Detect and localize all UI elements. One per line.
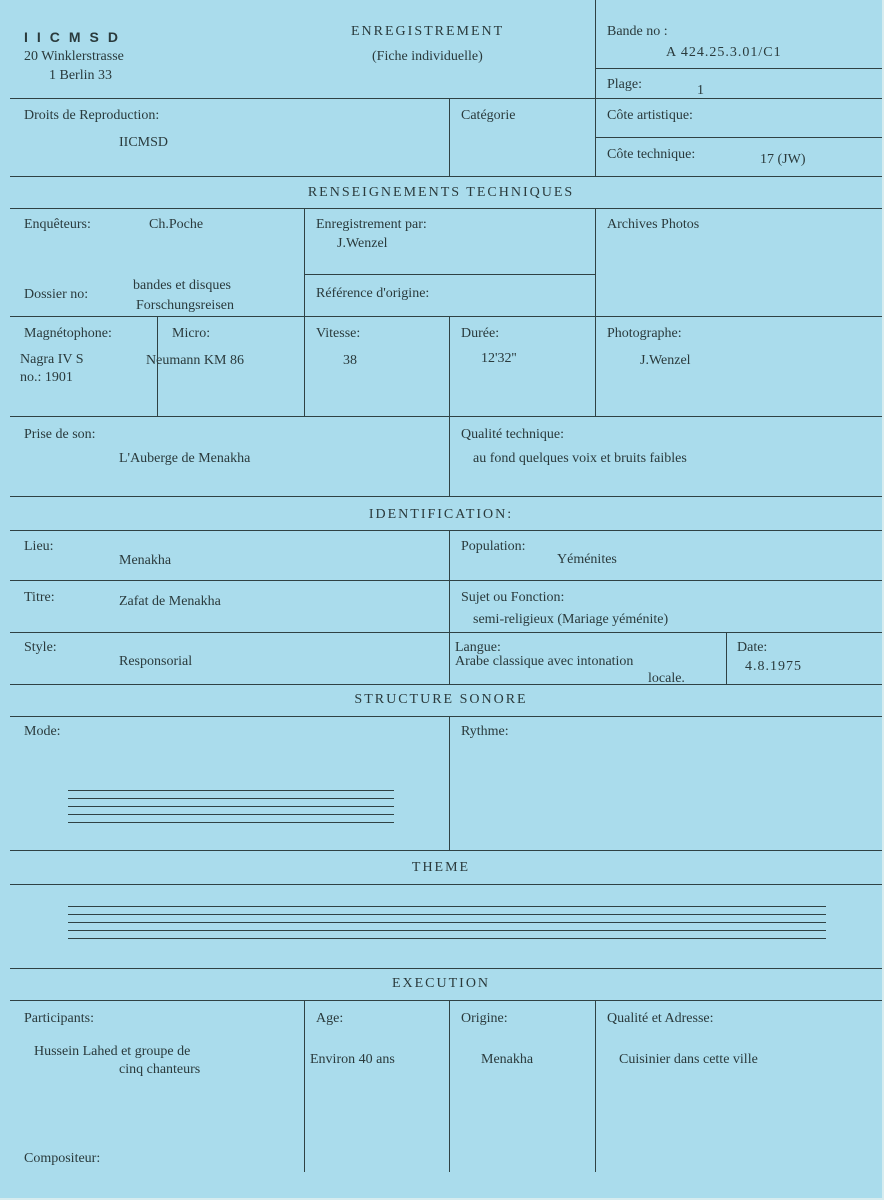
lieu-value: Menakha: [119, 553, 172, 568]
rule: [595, 0, 596, 176]
origine-value: Menakha: [481, 1052, 534, 1067]
rule: [304, 274, 595, 275]
qualite-adresse-value: Cuisinier dans cette ville: [619, 1052, 758, 1067]
date-value: 4.8.1975: [745, 659, 802, 674]
photographe-label: Photographe:: [607, 326, 682, 341]
style-label: Style:: [24, 640, 57, 655]
org-logo: IICMSD: [24, 29, 127, 45]
rule: [726, 632, 727, 684]
micro-label: Micro:: [172, 326, 211, 341]
rule: [10, 176, 882, 177]
dossier-label: Dossier no:: [24, 287, 89, 302]
magnetophone-label: Magnétophone:: [24, 326, 112, 341]
mode-label: Mode:: [24, 724, 61, 739]
prise-de-son-label: Prise de son:: [24, 427, 96, 442]
rule: [10, 684, 882, 685]
cote-technique-value: 17 (JW): [760, 152, 806, 167]
rule: [449, 98, 450, 176]
mode-staff: [68, 790, 394, 830]
rule: [10, 716, 882, 717]
duree-label: Durée:: [461, 326, 500, 341]
vitesse-label: Vitesse:: [316, 326, 361, 341]
droits-value: IICMSD: [119, 135, 169, 150]
bande-value: A 424.25.3.01/C1: [666, 45, 782, 60]
rule: [449, 1000, 450, 1172]
dossier-value-1: bandes et disques: [133, 278, 231, 293]
rule: [10, 530, 882, 531]
section-structure-sonore: STRUCTURE SONORE: [354, 692, 528, 707]
reference-label: Référence d'origine:: [316, 286, 430, 301]
rule: [595, 137, 882, 138]
sujet-label: Sujet ou Fonction:: [461, 590, 565, 605]
qualite-technique-value: au fond quelques voix et bruits faibles: [473, 451, 687, 466]
photographe-value: J.Wenzel: [640, 353, 691, 368]
duree-value: 12'32'': [481, 351, 517, 366]
population-value: Yéménites: [557, 552, 617, 567]
langue-value-1: Arabe classique avec intonation: [455, 654, 634, 669]
compositeur-label: Compositeur:: [24, 1151, 101, 1166]
vitesse-value: 38: [343, 353, 357, 368]
rule: [10, 1000, 882, 1001]
langue-label: Langue:: [455, 640, 501, 655]
rule: [10, 496, 882, 497]
langue-value-2: locale.: [648, 671, 685, 686]
enqueteurs-label: Enquêteurs:: [24, 217, 91, 232]
age-value: Environ 40 ans: [310, 1052, 395, 1067]
address-city: 1 Berlin 33: [49, 68, 112, 83]
rule: [10, 98, 882, 99]
rule: [449, 530, 450, 684]
dossier-value-2: Forschungsreisen: [136, 298, 234, 313]
rule: [10, 850, 882, 851]
rule: [10, 884, 882, 885]
titre-label: Titre:: [24, 590, 55, 605]
address-street: 20 Winklerstrasse: [24, 49, 124, 64]
rule: [10, 208, 882, 209]
bande-label: Bande no :: [607, 24, 668, 39]
rule: [595, 68, 882, 69]
rule: [10, 968, 882, 969]
style-value: Responsorial: [119, 654, 193, 669]
cote-technique-label: Côte technique:: [607, 147, 696, 162]
rule: [449, 316, 450, 496]
qualite-adresse-label: Qualité et Adresse:: [607, 1011, 714, 1026]
rule: [10, 316, 882, 317]
micro-value: Neumann KM 86: [146, 353, 244, 368]
archives-photos-label: Archives Photos: [607, 217, 700, 232]
theme-staff: [68, 906, 826, 946]
magnetophone-value-2: no.: 1901: [20, 370, 73, 385]
titre-value: Zafat de Menakha: [119, 594, 221, 609]
enregistrement-par-value: J.Wenzel: [337, 236, 388, 251]
section-identification: IDENTIFICATION:: [368, 507, 514, 522]
prise-de-son-value: L'Auberge de Menakha: [119, 451, 251, 466]
sujet-value: semi-religieux (Mariage yéménite): [473, 612, 669, 627]
enqueteurs-value: Ch.Poche: [149, 217, 204, 232]
rule: [304, 208, 305, 416]
plage-value: 1: [697, 83, 704, 98]
plage-label: Plage:: [607, 77, 642, 92]
card-title: ENREGISTREMENT: [351, 24, 505, 39]
rythme-label: Rythme:: [461, 724, 509, 739]
origine-label: Origine:: [461, 1011, 508, 1026]
participants-label: Participants:: [24, 1011, 94, 1026]
section-execution: EXECUTION: [391, 976, 491, 991]
section-theme: THEME: [411, 860, 471, 875]
age-label: Age:: [316, 1011, 344, 1026]
rule: [10, 632, 882, 633]
rule: [304, 1000, 305, 1172]
lieu-label: Lieu:: [24, 539, 54, 554]
participants-value-2: cinq chanteurs: [119, 1062, 201, 1077]
population-label: Population:: [461, 539, 526, 554]
rule: [449, 716, 450, 850]
card-subtitle: (Fiche individuelle): [372, 49, 483, 64]
categorie-label: Catégorie: [461, 108, 516, 123]
droits-label: Droits de Reproduction:: [24, 108, 160, 123]
cote-artistique-label: Côte artistique:: [607, 108, 693, 123]
rule: [595, 208, 596, 416]
rule: [10, 580, 882, 581]
enregistrement-par-label: Enregistrement par:: [316, 217, 427, 232]
rule: [595, 1000, 596, 1172]
section-renseignements: RENSEIGNEMENTS TECHNIQUES: [307, 185, 575, 200]
date-label: Date:: [737, 640, 768, 655]
qualite-technique-label: Qualité technique:: [461, 427, 565, 442]
magnetophone-value-1: Nagra IV S: [20, 352, 84, 367]
participants-value-1: Hussein Lahed et groupe de: [34, 1044, 191, 1059]
rule: [10, 416, 882, 417]
